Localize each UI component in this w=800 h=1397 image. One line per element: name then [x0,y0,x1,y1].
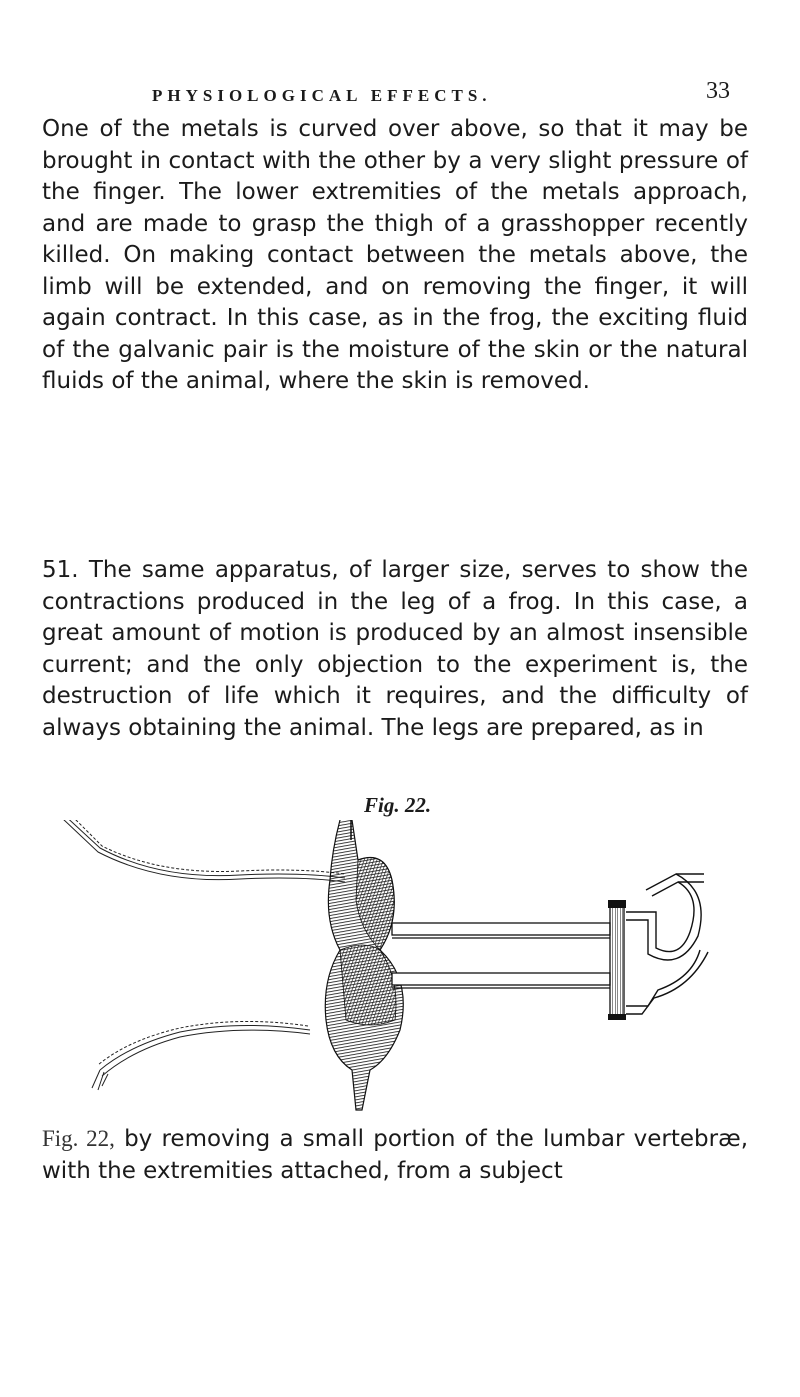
upper-left-nerve-strand [40,820,345,882]
paragraph: One of the metals is curved over above, so that it may be brought in contact with the other by a very slight pressure of the finger. The lower extremities of the metals approach, and are made to grasp the thigh of a grasshopper recently killed. On making contact between the metals above, the limb will be extended, and on removing the finger, it will again contract. In this case, as in the frog, the exciting fluid of the galvanic pair is the moisture of the skin or the natural fluids of the animal, where the skin is removed. [42,116,748,394]
paragraph-text: The same apparatus, of larger size, serves to show the contractions produced in the leg of a frog. In this case, a great amount of motion is produced by an almost insensible current; and the only objection to the experiment is, the destruction of life which it requires, and the difficulty of always obtaining the animal. The legs are prepared, as in [42,557,749,741]
paragraph-number: 51. [42,557,79,583]
page-number: 33 [706,78,730,104]
curved-metal-clip [626,874,708,1014]
paragraph-continuation [42,1123,748,1187]
paragraph-51 [42,555,748,744]
frog-legs-illustration [40,820,740,1120]
figure-label: Fig. 22. [364,793,432,817]
metal-arms [392,923,610,988]
running-head: PHYSIOLOGICAL EFFECTS. [152,86,492,105]
figure-reference: Fig. 22, [42,1126,115,1151]
paragraph-text: by removing a small portion of the lumbar vertebræ, with the extremities attached, from a subject [42,1126,749,1184]
metal-post [608,900,626,1020]
lower-left-nerve-strand [92,1021,310,1090]
frog-leg-mass [325,820,403,1110]
